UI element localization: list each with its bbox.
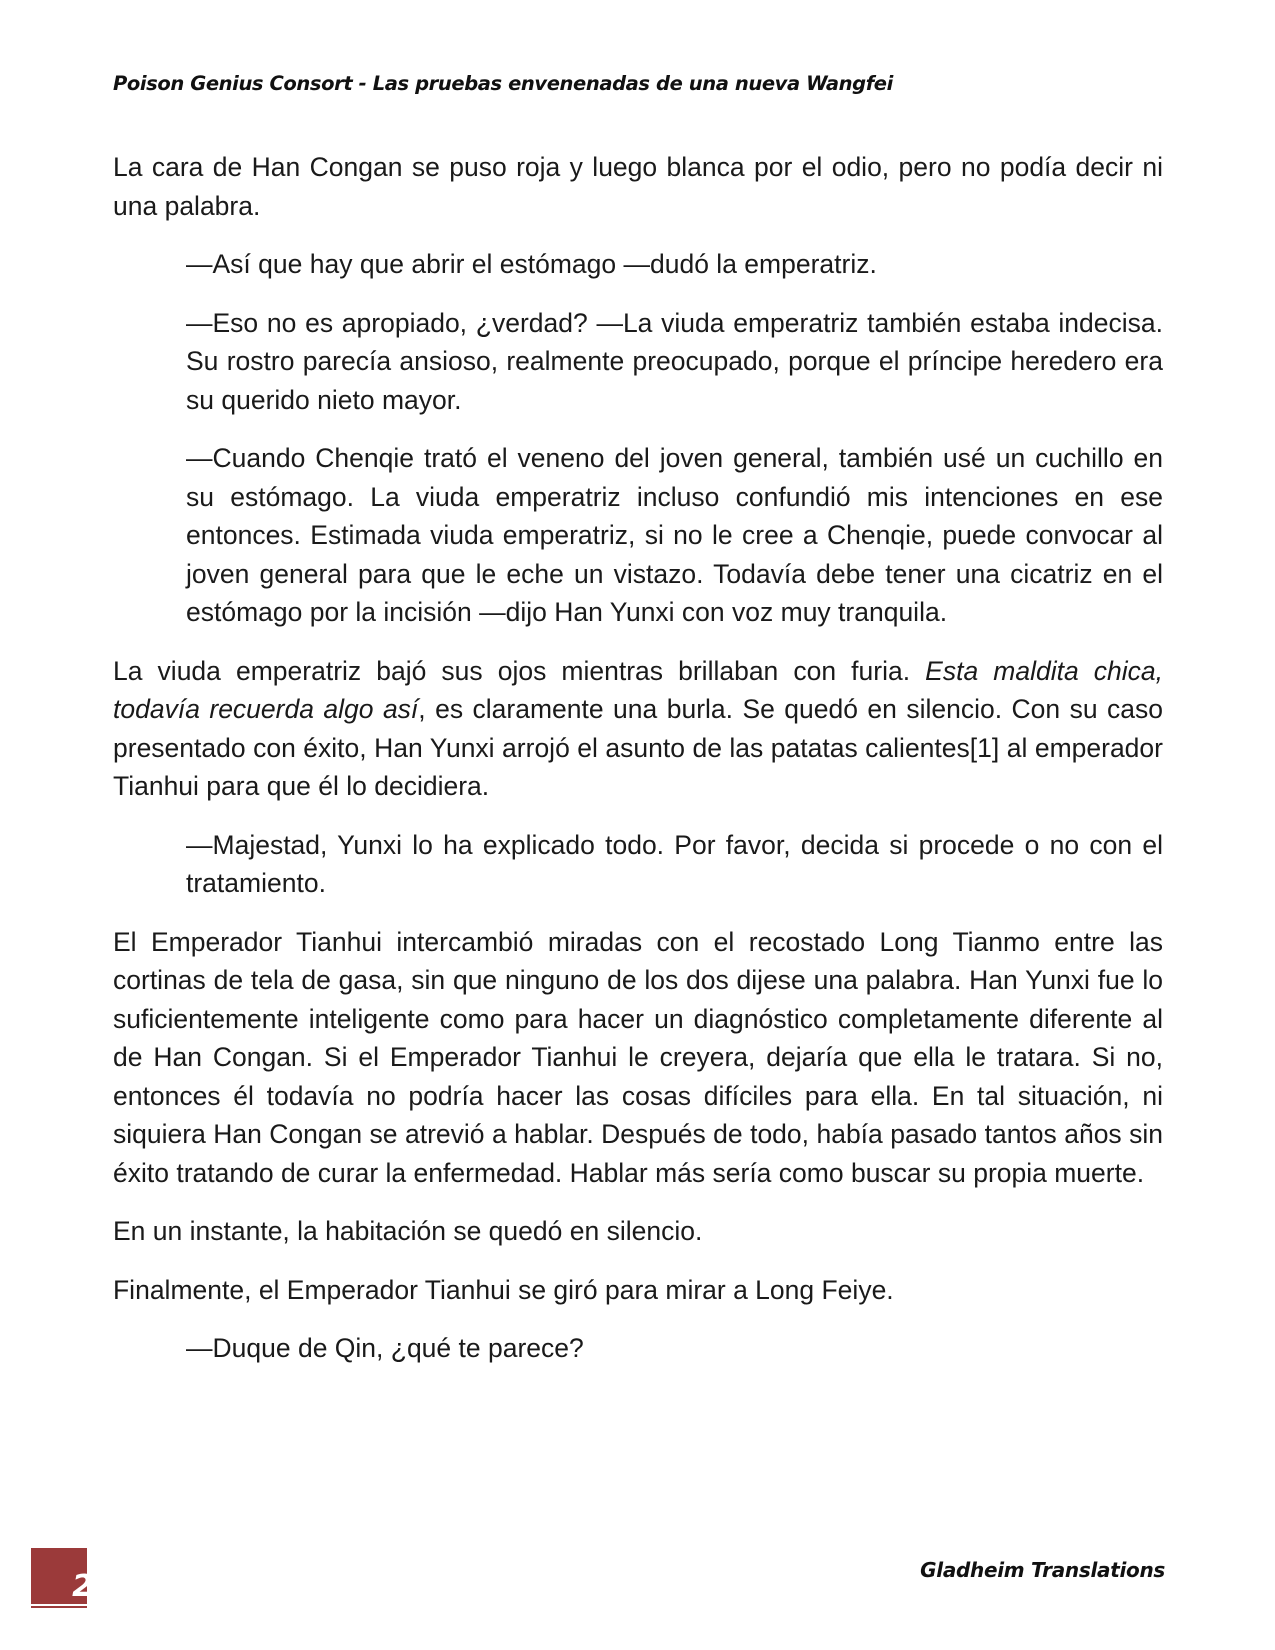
paragraph-dialogue: —Cuando Chenqie trató el veneno del joven general, también usé un cuchillo en su estómago. La viuda emperatriz incluso confundió mis intenciones en ese entonces. Estimada viuda emperatriz, si no le cree a Chenqie, puede convocar al joven general para que le eche un vistazo. Todavía debe tener una cicatriz en el estómago por la incisión —dijo Han Yunxi con voz muy tranquila. (186, 443, 1163, 627)
running-header: Poison Genius Consort - Las pruebas envenenadas de una nueva Wangfei (113, 72, 893, 95)
paragraph-narration: Finalmente, el Emperador Tianhui se giró para mirar a Long Feiye. (113, 1274, 894, 1305)
paragraph-narration: El Emperador Tianhui intercambió miradas con el recostado Long Tianmo entre las cortinas de tela de gasa, sin que ninguno de los dos dijese una palabra. Han Yunxi fue lo suficientemente inteligente como para hacer un diagnóstico completamente diferente al de Han Congan. Si el Emperador Tianhui le creyera, dejaría que ella le tratara. Si no, entonces él todavía no podría hacer las cosas difíciles para ella. En tal situación, ni siquiera Han Congan se atrevió a hablar. Después de todo, había pasado tantos años sin éxito tratando de curar la enfermedad. Hablar más sería como buscar su propia muerte. (113, 926, 1163, 1188)
badge-underline (31, 1606, 87, 1608)
paragraph-dialogue: —Eso no es apropiado, ¿verdad? —La viuda emperatriz también estaba indecisa. Su rostro parecía ansioso, realmente preocupado, porque el príncipe heredero era su querido nieto mayor. (186, 307, 1163, 415)
paragraph-narration (113, 652, 1163, 806)
page-number: 2 (72, 1569, 93, 1604)
paragraph-text: La viuda emperatriz bajó sus ojos mientras brillaban con furia. (113, 655, 926, 686)
paragraph-dialogue: —Así que hay que abrir el estómago —dudó la emperatriz. (186, 249, 877, 279)
body-text (113, 148, 1163, 1388)
paragraph-text: , es claramente una burla. Se quedó en silencio. Con su caso presentado con éxito, Han Yunxi arrojó el asunto de las patatas calientes[1] al emperador Tianhui para que él lo decidiera. (113, 694, 1163, 801)
paragraph-narration: La cara de Han Congan se puso roja y luego blanca por el odio, pero no podía decir ni una palabra. (113, 152, 1163, 221)
footer-credit: Gladheim Translations (920, 1558, 1165, 1582)
paragraph-narration: En un instante, la habitación se quedó en silencio. (113, 1216, 703, 1246)
paragraph-dialogue: —Duque de Qin, ¿qué te parece? (186, 1333, 584, 1363)
paragraph-dialogue: —Majestad, Yunxi lo ha explicado todo. Por favor, decida si procede o no con el tratamiento. (186, 829, 1163, 898)
italic-thought: Esta maldita chica, todavía recuerda algo así (113, 655, 1164, 724)
page-number-badge (31, 1548, 93, 1604)
